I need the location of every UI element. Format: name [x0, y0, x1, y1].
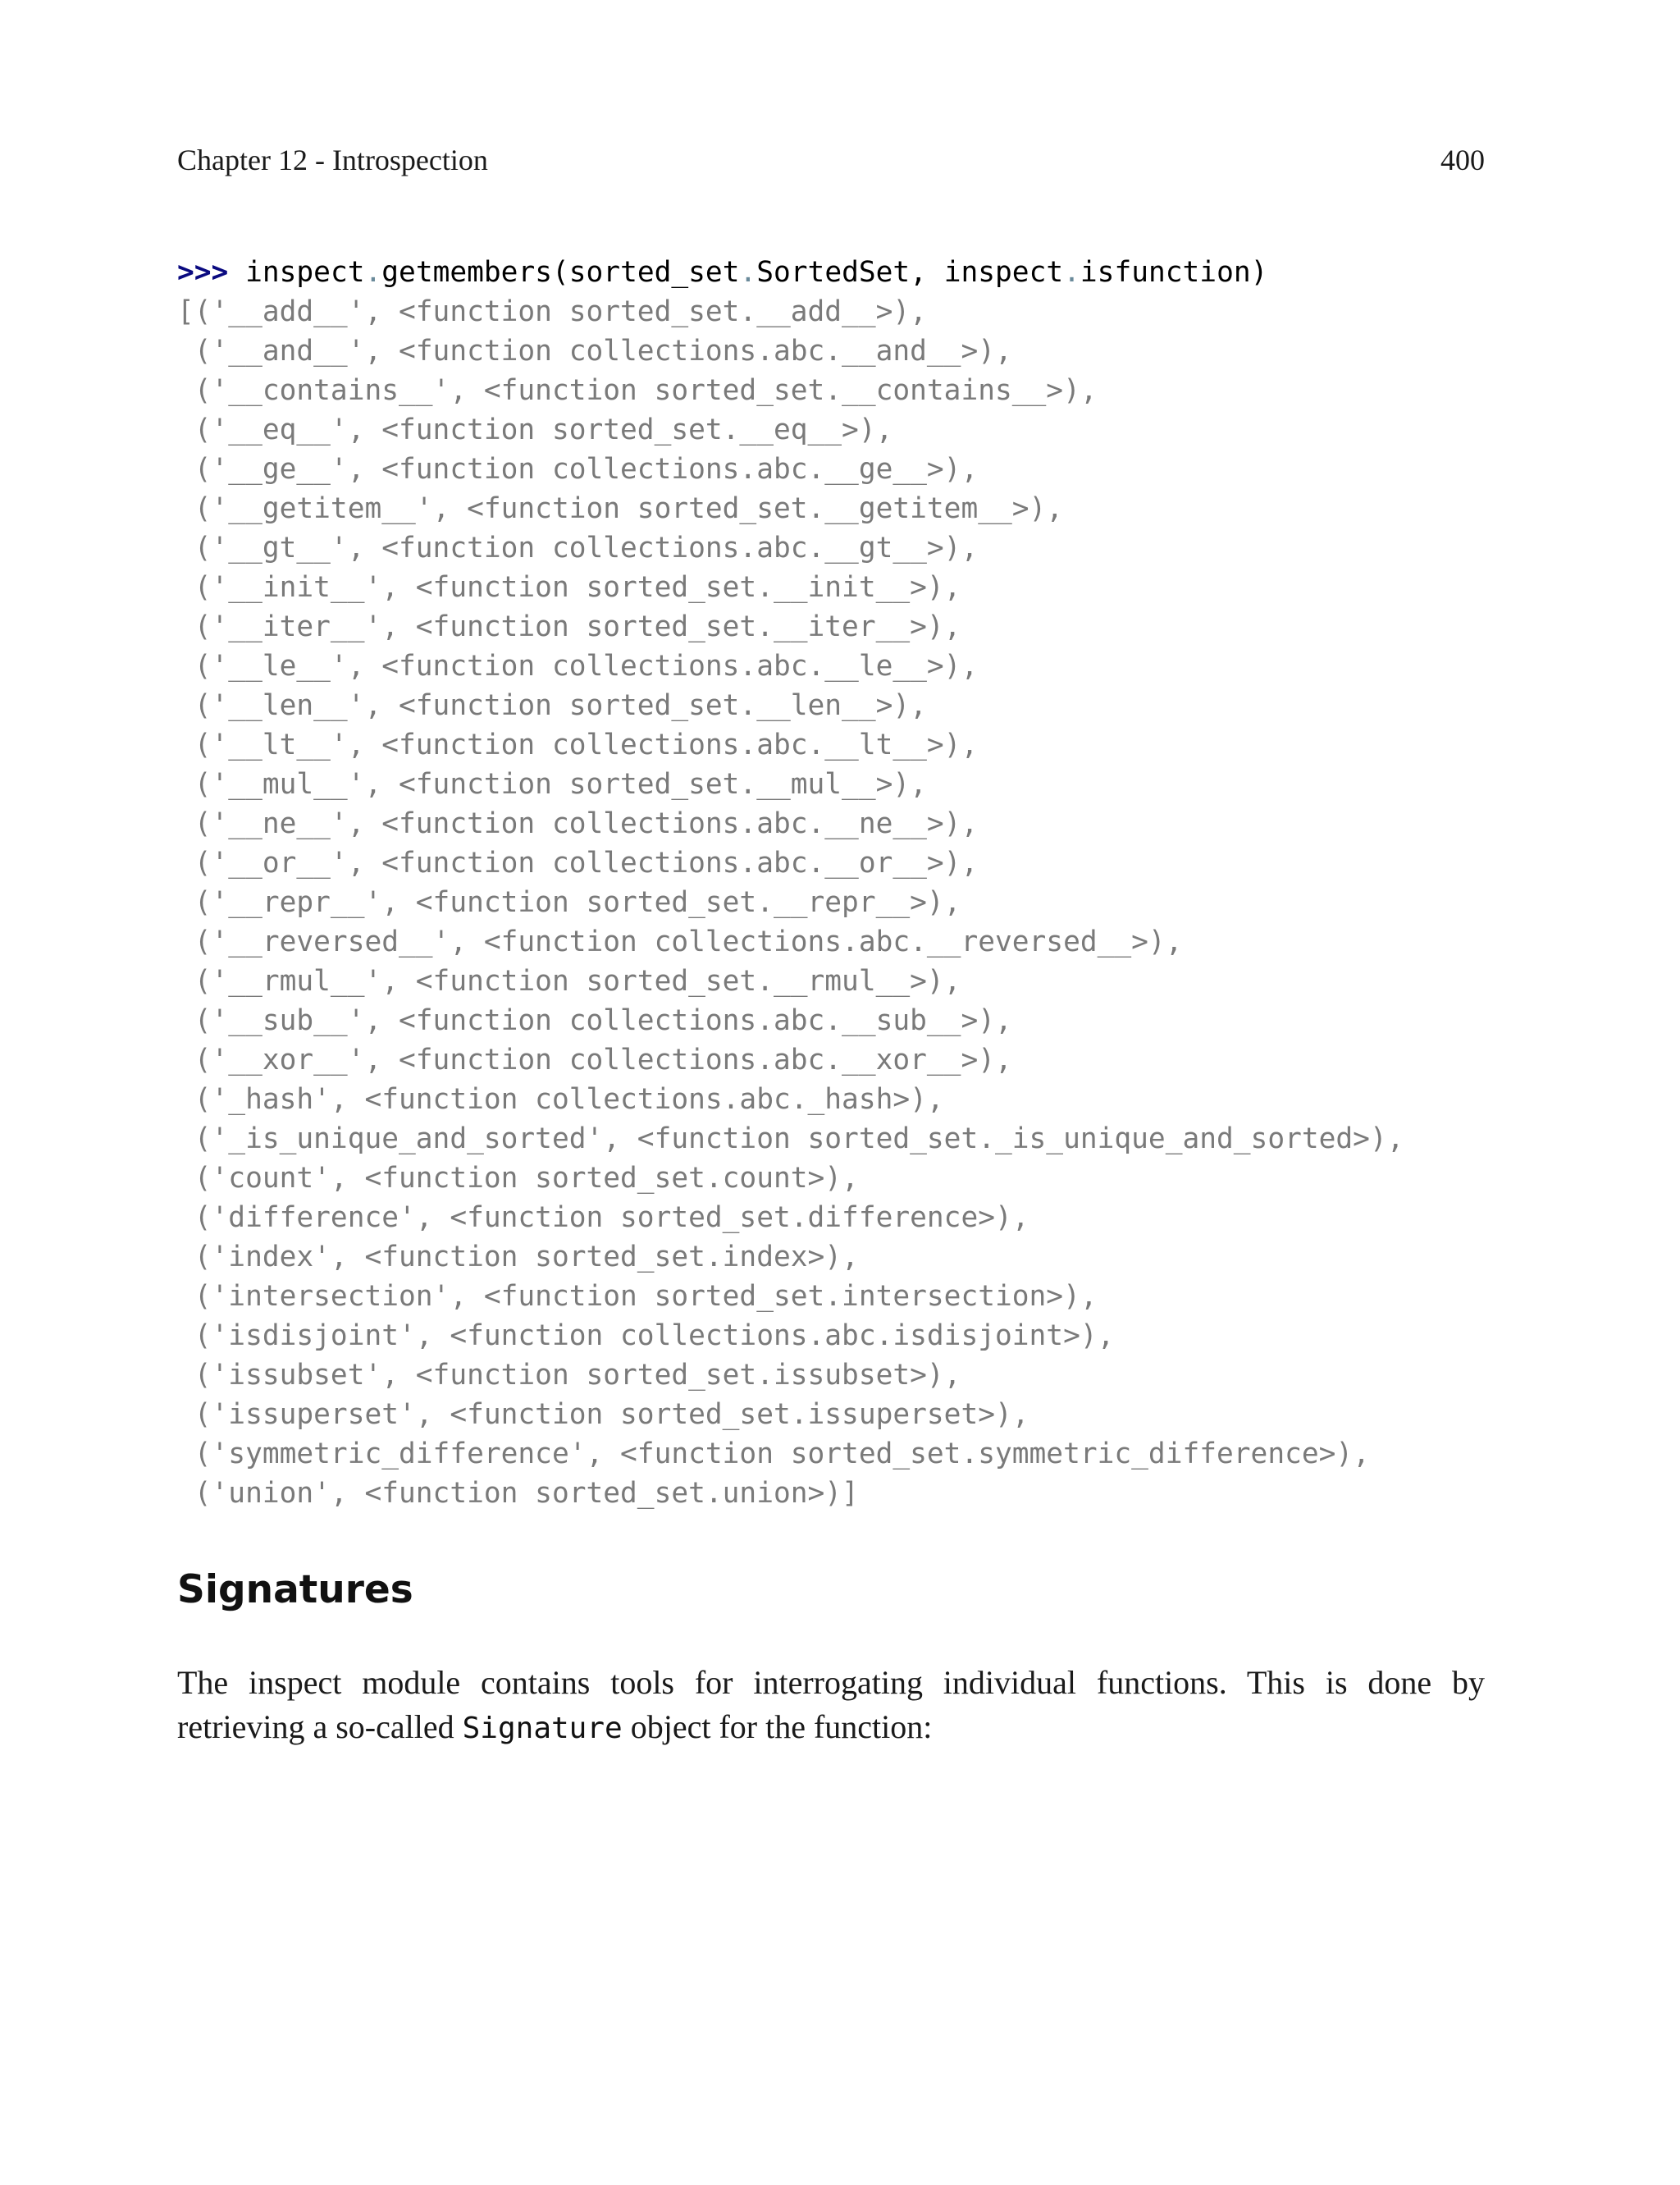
code-output-line: ('__ne__', <function collections.abc.__ne__>),: [177, 807, 979, 840]
command-part: getmembers(sorted_set: [381, 256, 740, 289]
code-output-line: ('intersection', <function sorted_set.intersection>),: [177, 1280, 1098, 1313]
code-output-line: ('__or__', <function collections.abc.__or__>),: [177, 847, 979, 880]
code-output-line: ('isdisjoint', <function collections.abc.isdisjoint>),: [177, 1319, 1115, 1352]
code-output-line: ('__reversed__', <function collections.abc.__reversed__>),: [177, 926, 1183, 958]
code-output-line: ('index', <function sorted_set.index>),: [177, 1241, 859, 1273]
code-output-line: ('symmetric_difference', <function sorted_set.symmetric_difference>),: [177, 1438, 1370, 1470]
code-output-line: ('__eq__', <function sorted_set.__eq__>),: [177, 414, 893, 446]
chapter-title: Chapter 12 - Introspection: [177, 144, 488, 176]
code-output-line: ('issubset', <function sorted_set.issubset>),: [177, 1359, 961, 1392]
code-output-line: ('difference', <function sorted_set.difference>),: [177, 1201, 1029, 1234]
command-part: inspect: [245, 256, 365, 289]
code-output-line: ('__len__', <function sorted_set.__len__>),: [177, 689, 927, 722]
repl-prompt: >>>: [177, 256, 229, 289]
code-output-line: ('__init__', <function sorted_set.__init__>),: [177, 571, 961, 604]
code-command-line: [177, 253, 1506, 292]
inline-code: Signature: [462, 1712, 623, 1745]
code-output-line: ('__repr__', <function sorted_set.__repr__>),: [177, 886, 961, 919]
code-output-line: ('__getitem__', <function sorted_set.__getitem__>),: [177, 492, 1064, 525]
code-output-line: ('__gt__', <function collections.abc.__gt__>),: [177, 532, 979, 565]
command-part: SortedSet, inspect: [756, 256, 1064, 289]
code-output-line: ('_is_unique_and_sorted', <function sorted_set._is_unique_and_sorted>),: [177, 1122, 1404, 1155]
code-output-line: ('__mul__', <function sorted_set.__mul__>),: [177, 768, 927, 801]
code-block: [177, 253, 1506, 1513]
code-output-line: ('__ge__', <function collections.abc.__ge__>),: [177, 453, 979, 486]
section-heading: Signatures: [177, 1567, 413, 1612]
code-output-line: ('issuperset', <function sorted_set.issuperset>),: [177, 1398, 1029, 1431]
repl-command: inspect.getmembers(sorted_set.SortedSet, inspect.isfunction): [245, 256, 1268, 289]
code-output-line: [('__add__', <function sorted_set.__add__>),: [177, 295, 927, 328]
code-output-line: ('union', <function sorted_set.union>)]: [177, 1477, 859, 1510]
paragraph-line: The inspect module contains tools for interrogating individual functions. This is done by: [177, 1664, 1485, 1701]
code-output-line: ('__le__', <function collections.abc.__le__>),: [177, 650, 979, 683]
page-number: 400: [1440, 144, 1485, 176]
code-output: [177, 292, 1506, 1513]
paragraph-line: [177, 1705, 1485, 1751]
paragraph-text: retrieving a so-called: [177, 1708, 463, 1745]
code-output-line: ('__sub__', <function collections.abc.__sub__>),: [177, 1004, 1012, 1037]
code-output-line: ('__xor__', <function collections.abc.__xor__>),: [177, 1044, 1012, 1077]
code-output-line: ('_hash', <function collections.abc._hash>),: [177, 1083, 944, 1116]
code-output-line: ('__and__', <function collections.abc.__and__>),: [177, 335, 1012, 368]
command-part: isfunction): [1080, 256, 1268, 289]
code-output-line: ('__rmul__', <function sorted_set.__rmul__>),: [177, 965, 961, 998]
code-output-line: ('__iter__', <function sorted_set.__iter__>),: [177, 610, 961, 643]
page-header: [177, 143, 1485, 185]
body-paragraph: [177, 1661, 1485, 1751]
code-output-line: ('__lt__', <function collections.abc.__lt__>),: [177, 729, 979, 761]
paragraph-text: object for the function:: [622, 1708, 933, 1745]
code-output-line: ('count', <function sorted_set.count>),: [177, 1162, 859, 1195]
code-output-line: ('__contains__', <function sorted_set.__contains__>),: [177, 374, 1098, 407]
